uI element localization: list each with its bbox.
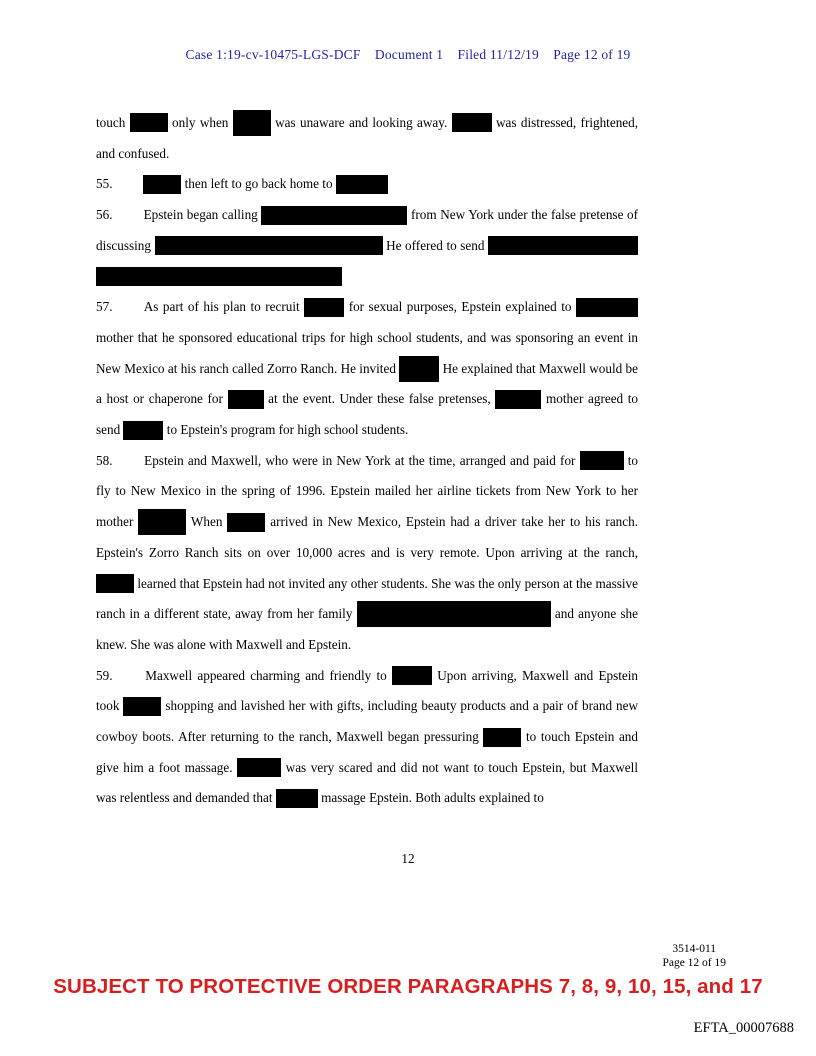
redaction-block [452,113,492,132]
text-run: from New York under the false pretense of discussing [96,207,639,253]
redaction-block [123,697,161,716]
paragraph-number: 57. [96,299,113,315]
text-run: only when [172,115,229,130]
text-run: to Epstein's program for high school students. [166,422,409,438]
text-run: When [190,514,223,530]
paragraph-58 [96,446,638,661]
text-run: was unaware and looking away. [275,115,448,130]
redaction-block [576,298,638,317]
text-run: mother agreed to send [96,391,639,438]
redaction-block [488,236,638,255]
text-run: arrived in New Mexico, Epstein had a driver take her to his ranch. Epstein's Zorro Ranch sits on over 10,000 acres and is very remote. Upon arriving at the ranch, [96,514,639,560]
protective-order-notice: SUBJECT TO PROTECTIVE ORDER PARAGRAPHS 7, 8, 9, 10, 15, and 17 [53,975,763,998]
bates-page-label: Page 12 of 19 [662,957,726,969]
text-run: He explained that Maxwell would be a host or chaperone for [96,360,639,407]
page-number: 12 [401,851,415,866]
redaction-block [155,236,383,255]
redaction-block [580,451,624,470]
redaction-block [483,728,521,747]
text-run: then left to go back home to [184,176,333,192]
text-run: Epstein and Maxwell, who were in New York at the time, arranged and paid for [144,452,576,468]
bates-stamp [662,942,726,970]
text-run: at the event. Under these false pretenses, [268,391,491,407]
bates-number: 3514-011 [672,943,717,955]
text-run: Epstein began calling [143,207,258,223]
paragraph-55 [96,169,638,200]
text-run: touch [96,115,126,130]
text-run: shopping and lavished her with gifts, including beauty products and a pair of brand new cowboy boots. After returning to the ranch, Maxwell began pressuring [96,698,639,745]
text-run: was very scared and did not want to touch Epstein, but Maxwell was relentless and demanded that [96,759,638,806]
redaction-block [138,509,186,535]
paragraph-56 [96,200,638,292]
redaction-block [261,206,407,225]
redaction-block [392,666,432,685]
paragraph-57 [96,292,638,446]
text-run: to fly to New Mexico in the spring of 1996. Epstein mailed her airline tickets from New York to her mother [96,452,639,530]
paragraph-59 [96,661,638,815]
redaction-block [495,390,541,409]
text-run: Maxwell appeared charming and friendly to [145,667,387,683]
redaction-block [130,113,168,132]
paragraph-number: 59. [96,667,113,683]
text-run: to touch Epstein and give him a foot massage. [96,729,638,775]
redaction-block [143,175,181,194]
redaction-block [276,789,318,808]
text-run: Upon arriving, Maxwell and Epstein took [96,667,639,714]
paragraph-number: 55. [96,176,113,192]
document-body [96,108,638,814]
redaction-block [304,298,344,317]
production-number: EFTA_00007688 [693,1020,794,1036]
paragraph-number: 56. [96,207,113,223]
redaction-block [233,110,271,136]
court-header-stamp: Case 1:19-cv-10475-LGS-DCF Document 1 Filed 11/12/19 Page 12 of 19 [185,47,631,62]
text-run: He offered to send [386,237,485,253]
text-run: mother that he sponsored educational trips for high school students, and was sponsoring an event in New Mexico at his ranch called Zorro Ranch. He invited [96,329,638,376]
redaction-block [96,574,134,593]
redaction-block [228,390,264,409]
redaction-block [123,421,163,440]
redaction-block [96,267,342,286]
text-run: As part of his plan to recruit [143,299,300,315]
paragraph-continuation [96,108,638,169]
redaction-block [357,601,551,627]
paragraph-number: 58. [96,452,113,468]
redaction-block [336,175,388,194]
text-run: learned that Epstein had not invited any other students. She was the only person at the massive ranch in a different state, away from her family [96,575,638,622]
text-run: massage Epstein. Both adults explained to [321,790,544,806]
redaction-block [399,356,439,382]
redaction-block [237,758,281,777]
text-run: for sexual purposes, Epstein explained to [348,299,572,315]
text-run: and anyone she knew. She was alone with Maxwell and Epstein. [96,606,639,652]
redaction-block [227,513,265,532]
text-run: was distressed, frightened, and confused. [96,115,639,161]
